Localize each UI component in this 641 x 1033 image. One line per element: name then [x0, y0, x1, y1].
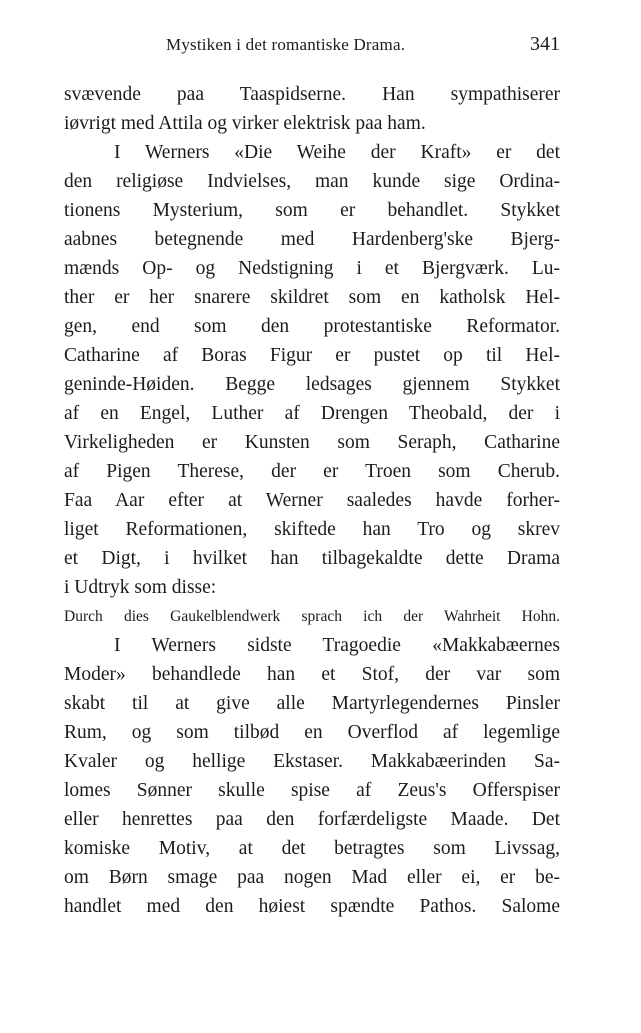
text-line: geninde-Høiden. Begge ledsages gjennem Stykket	[64, 374, 560, 395]
text-line: iøvrigt med Attila og virker elektrisk paa ham.	[64, 113, 426, 134]
text-line: I Werners sidste Tragoedie «Makkabæernes	[114, 635, 560, 656]
text-line: et Digt, i hvilket han tilbagekaldte dette Drama	[64, 548, 560, 569]
text-line: Kvaler og hellige Ekstaser. Makkabæerinden Sa-	[64, 751, 560, 772]
text-line: af en Engel, Luther af Drengen Theobald, der i	[64, 403, 560, 424]
running-title: Mystiken i det romantiske Drama.	[166, 35, 406, 54]
text-line: om Børn smage paa nogen Mad eller ei, er be-	[64, 867, 560, 888]
text-line: gen, end som den protestantiske Reformator.	[64, 316, 560, 337]
text-line: tionens Mysterium, som er behandlet. Stykket	[64, 200, 560, 221]
text-line: lomes Sønner skulle spise af Zeus's Offerspiser	[64, 780, 560, 801]
page-number: 341	[530, 33, 560, 55]
text-line: Faa Aar efter at Werner saaledes havde forher-	[64, 490, 560, 511]
text-line: handlet med den høiest spændte Pathos. Salome	[64, 896, 560, 917]
text-line: I Werners «Die Weihe der Kraft» er det	[114, 142, 560, 163]
text-line: Virkeligheden er Kunsten som Seraph, Catharine	[64, 432, 560, 453]
text-line: eller henrettes paa den forfærdeligste Maade. Det	[64, 809, 560, 830]
text-line: af Pigen Therese, der er Troen som Cherub.	[64, 461, 560, 482]
text-line: i Udtryk som disse:	[64, 577, 217, 598]
text-line: skabt til at give alle Martyrlegendernes Pinsler	[64, 693, 560, 714]
text-line: Moder» behandlede han et Stof, der var som	[64, 664, 560, 685]
quotation-line: Durch dies Gaukelblendwerk sprach ich der Wahrheit Hohn.	[64, 608, 560, 625]
text-line: ther er her snarere skildret som en katholsk Hel-	[64, 287, 560, 308]
text-line: Rum, og som tilbød en Overflod af legemlige	[64, 722, 560, 743]
text-line: Catharine af Boras Figur er pustet op til Hel-	[64, 345, 560, 366]
text-line: mænds Op- og Nedstigning i et Bjergværk. Lu-	[64, 258, 560, 279]
text-line: komiske Motiv, at det betragtes som Livssag,	[64, 838, 560, 859]
body-text	[64, 80, 560, 921]
running-head	[64, 33, 560, 57]
text-line: aabnes betegnende med Hardenberg'ske Bjerg-	[64, 229, 560, 250]
text-line: liget Reformationen, skiftede han Tro og skrev	[64, 519, 560, 540]
text-line: den religiøse Indvielses, man kunde sige Ordina-	[64, 171, 560, 192]
text-line: svævende paa Taaspidserne. Han sympathiserer	[64, 84, 560, 105]
